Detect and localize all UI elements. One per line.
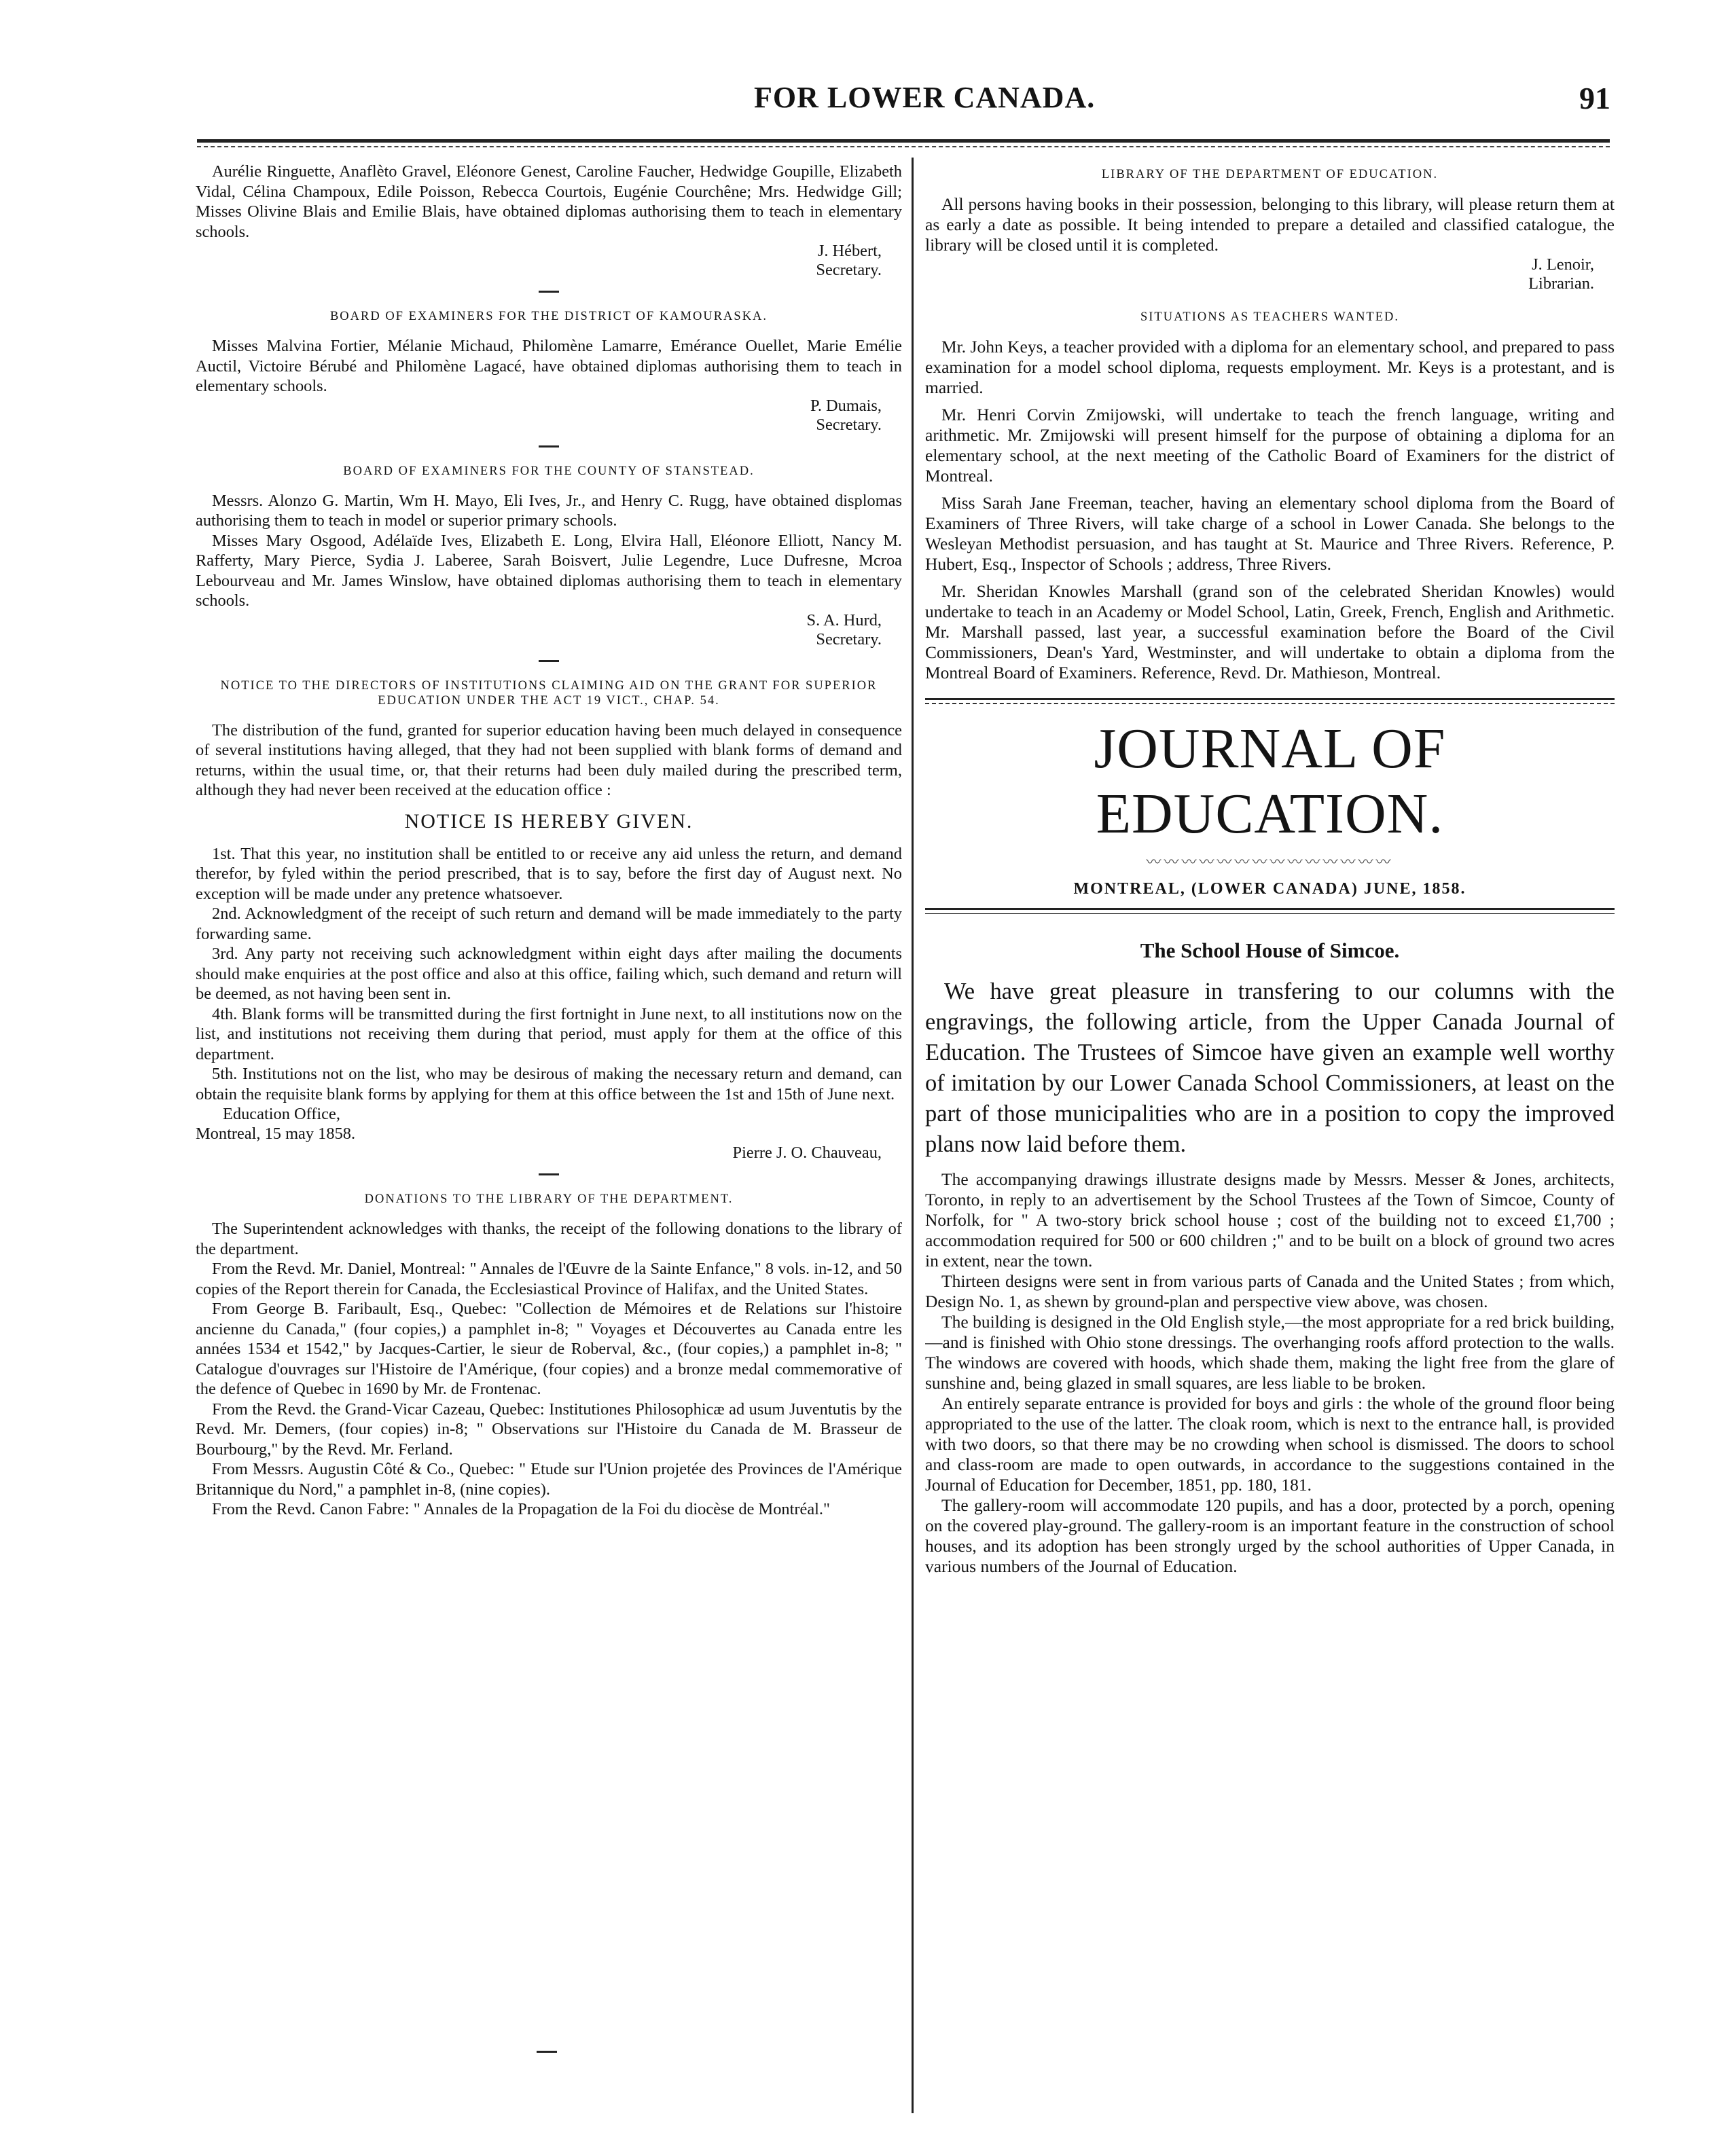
signature-name: P. Dumais, [810, 396, 882, 415]
paragraph: Misses Mary Osgood, Adélaïde Ives, Elizabeth E. Long, Elvira Hall, Eléonore Elliott, Nancy M. Rafferty, Mary Pierce, Sydia J. Laberee, Sarah Boisvert, Julie Legendre, Luce Dufresne, Mcroa Lebourveau and Mr. James Winslow, have obtained diplomas authorising them to teach in elementary schools. [196, 531, 902, 610]
right-column [925, 162, 1615, 2117]
situation-item: Mr. Sheridan Knowles Marshall (grand son of the celebrated Sheridan Knowles) would undertake to teach in an Academy or Model School, Latin, Greek, French, English and Arithmetic. Mr. Marshall passed, last year, a successful examination before the Board of the Civil Commissioners, Dean's Yard, Westminster, and will undertake to obtain a diploma from the Montreal Board of Examiners. Reference, Revd. Dr. Mathieson, Montreal. [925, 581, 1615, 682]
notice-item: 3rd. Any party not receiving such acknowledgment within eight days after mailing the documents should make enquiries at the post office and also at this office, failing which, such demand and return will be deemed, as not having been sent in. [196, 945, 902, 1003]
signature-block [196, 242, 902, 280]
section-heading-kamouraska: BOARD OF EXAMINERS FOR THE DISTRICT OF KAMOURASKA. [329, 310, 768, 323]
masthead-rule [925, 698, 1615, 700]
dateline [196, 1124, 902, 1144]
notice-item: 5th. Institutions not on the list, who may be desirous of making the necessary return and demand, can obtain the requisite blank forms by applying for them at this office between the 1st and 15th of June next. [196, 1065, 902, 1103]
signature-name: Pierre J. O. Chauveau, [732, 1144, 882, 1162]
journal-dateline: MONTREAL, (LOWER CANADA) JUNE, 1858. [1073, 880, 1466, 898]
signature-role: Secretary. [816, 261, 882, 279]
section-dash [539, 445, 559, 447]
paragraph: The Superintendent acknowledges with thanks, the receipt of the following donations to the library of the department. [196, 1220, 902, 1258]
section-heading-library: LIBRARY OF THE DEPARTMENT OF EDUCATION. [1101, 168, 1439, 181]
section-heading-stanstead: BOARD OF EXAMINERS FOR THE COUNTY OF STANSTEAD. [343, 464, 755, 478]
running-title: FOR LOWER CANADA. [754, 81, 1096, 114]
signature-name: S. A. Hurd, [806, 610, 882, 629]
donation-item: From George B. Faribault, Esq., Quebec: "Collection de Mémoires et de Relations sur l'histoire ancienne du Canada," (four copies,) a pamphlet in-8; " Voyages et Découvertes au Canada entre les années 1534 et 1542," by Jacques-Cartier, le sieur de Roberval, &c., (four copies,) a pamphlet in-8; " Catalogue d'ouvrages sur l'Histoire de l'Amérique, (four copies) and a bronze medal commemorative of the defence of Quebec in 1690 by Mr. de Frontenac. [196, 1300, 902, 1398]
paragraph: Misses Malvina Fortier, Mélanie Michaud, Philomène Lamarre, Emérance Ouellet, Marie Emélie Auctil, Victoire Bérubé and Philomène Lagacé, have obtained diplomas authorising them to teach in elementary schools. [196, 337, 902, 395]
donation-item: From the Revd. Canon Fabre: " Annales de la Propagation de la Foi du diocèse de Montréal." [212, 1500, 830, 1518]
article-paragraph: The gallery-room will accommodate 120 pupils, and has a door, protected by a porch, opening on the covered play-ground. The gallery-room is an important feature in the construction of school houses, and its adoption has been strongly urged by the school authorities of Upper Canada, in various numbers of the Journal of Education. [925, 1495, 1615, 1576]
situation-item: Mr. John Keys, a teacher provided with a diploma for an elementary school, and prepared to pass examination for a model school diploma, requests employment. Mr. Keys is a protestant, and is married. [925, 337, 1615, 397]
notice-item: 1st. That this year, no institution shall be entitled to or receive any aid unless the return, and demand therefor, by fyled within the period prescribed, that is to say, before the first day of August next. No exception will be made under any pretence whatsoever. [196, 844, 902, 903]
article-paragraph: The building is designed in the Old English style,—the most appropriate for a red brick building,—and is finished with Ohio stone dressings. The overhanging roofs afford protection to the walls. The windows are covered with hoods, which shade them, making the light free from the glare of sunshine and, being glazed in small squares, are less liable to be broken. [925, 1312, 1615, 1393]
signature-name: J. Lenoir, [1532, 255, 1594, 274]
donation-item: From the Revd. Mr. Daniel, Montreal: " Annales de l'Œuvre de la Sainte Enfance," 8 vols. in-12, and 50 copies of the Report therein for Canada, the Ecclesiastical Province of Halifax, and the United States. [196, 1260, 902, 1298]
paragraph: Messrs. Alonzo G. Martin, Wm H. Mayo, Eli Ives, Jr., and Henry C. Rugg, have obtained displomas authorising them to teach in model or superior primary schools. [196, 491, 902, 530]
article-paragraph: Thirteen designs were sent in from various parts of Canada and the United States ; from which, Design No. 1, as shewn by ground-plan and perspective view above, was chosen. [925, 1271, 1615, 1311]
notice-item: 2nd. Acknowledgment of the receipt of such return and demand will be made immediately to the party forwarding same. [196, 905, 902, 943]
paragraph: All persons having books in their possession, belonging to this library, will please return them at as early a date as possible. It being intended to prepare a detailed and classified catalogue, the library will be closed until it is completed. [925, 194, 1615, 255]
article-title: The School House of Simcoe. [1140, 938, 1400, 962]
header-rule-dashed [197, 146, 1610, 147]
donation-item: From the Revd. the Grand-Vicar Cazeau, Quebec: Institutiones Philosophicæ ad usum Juventutis by the Revd. Mr. Demers, (four copies) in-8; " Observations sur l'Histoire du Canada de M. Brasseur de Bourbourg," by the Revd. Mr. Ferland. [196, 1400, 902, 1459]
signature-name: J. Hébert, [817, 242, 882, 260]
section-heading-situations: SITUATIONS AS TEACHERS WANTED. [1140, 310, 1400, 324]
article-paragraph: An entirely separate entrance is provided for boys and girls : the whole of the ground floor being appropriated to the use of the latter. The cloak room, which is next to the entrance hall, is provided with two doors, so that there may be no crowding when school is dismissed. The doors to school and class-room are made to open outwards, in accordance to the suggestions contained in the Journal of Education for December, 1851, pp. 180, 181. [925, 1393, 1615, 1495]
masthead-rule-dashed [925, 703, 1615, 704]
section-dash [539, 291, 559, 293]
signature-block [196, 1144, 902, 1163]
article-paragraph: The accompanying drawings illustrate designs made by Messrs. Messer & Jones, architects, Toronto, in reply to an advertisement by the School Trustees af the Town of Simcoe, County of Norfolk, for " A two-story brick school house ; cost of the building not to exceed £1,700 ; accommodation required for 500 or 600 children ;" and to be built on a block of ground two acres in extent, near the town. [925, 1169, 1615, 1271]
office-date: Montreal, 15 may 1858. [196, 1125, 356, 1143]
notice-item: 4th. Blank forms will be transmitted during the first fortnight in June next, to all institutions now on the list, and institutions not receiving them during that period, must apply for them at the office of this department. [196, 1004, 902, 1063]
signature-block [196, 397, 902, 435]
signature-role: Secretary. [816, 415, 882, 434]
section-heading-donations: DONATIONS TO THE LIBRARY OF THE DEPARTMENT. [364, 1192, 734, 1206]
signature-role: Secretary. [816, 629, 882, 648]
notice-given-heading: NOTICE IS HEREBY GIVEN. [404, 809, 694, 833]
situation-item: Mr. Henri Corvin Zmijowski, will undertake to teach the french language, writing and arithmetic. Mr. Zmijowski will present himself for the purpose of obtaining a diploma for an elementary school, at the next meeting of the Catholic Board of Examiners for the district of Montreal. [925, 405, 1615, 486]
section-heading-notice: NOTICE TO THE DIRECTORS OF INSTITUTIONS CLAIMING AID ON THE GRANT FOR SUPERIOR EDUCATION UNDER THE ACT 19 VICT., CHAP. 54. [220, 678, 878, 708]
paragraph: Aurélie Ringuette, Anaflèto Gravel, Eléonore Genest, Caroline Faucher, Hedwidge Goupille, Elizabeth Vidal, Célina Champoux, Edile Poisson, Rebecca Courtois, Eugénie Courchêne; Mrs. Hedwidge Gill; Misses Olivine Blais and Emilie Blais, have obtained diplomas authorising them to teach in elementary schools. [196, 162, 902, 241]
ornament-rule: 〰〰〰〰〰〰〰〰〰〰〰〰〰〰 [1146, 854, 1394, 871]
signature-block [196, 611, 902, 649]
signature-role: Librarian. [1528, 274, 1594, 293]
header-rule [197, 139, 1610, 143]
signature-block [925, 255, 1615, 293]
office-line: Education Office, [223, 1105, 340, 1123]
column-divider [912, 158, 914, 2113]
donation-item: From Messrs. Augustin Côté & Co., Quebec: " Etude sur l'Union projetée des Provinces de l'Amérique Britannique du Nord," a pamphlet in-8, (nine copies). [196, 1460, 902, 1499]
left-column [196, 162, 902, 1981]
section-dash [539, 1173, 559, 1175]
journal-masthead: JOURNAL OF EDUCATION. [1094, 717, 1446, 845]
situation-item: Miss Sarah Jane Freeman, teacher, having an elementary school diploma from the Board of Examiners of Three Rivers, will take charge of a school in Lower Canada. She belongs to the Wesleyan Methodist persuasion, and has taught at St. Maurice and Three Rivers. Reference, P. Hubert, Esq., Inspector of Schools ; address, Three Rivers. [925, 493, 1615, 574]
section-dash [537, 2051, 557, 2053]
double-rule [925, 908, 1615, 914]
section-dash [539, 660, 559, 662]
article-lead: We have great pleasure in transfering to our columns with the engravings, the following article, from the Upper Canada Journal of Education. The Trustees of Simcoe have given an example well worthy of imitation by our Lower Canada School Commissioners, at least on the part of those municipalities who are in a position to copy the improved plans now laid before them. [925, 979, 1615, 1157]
page-number: 91 [1579, 81, 1610, 115]
paragraph: The distribution of the fund, granted for superior education having been much delayed in consequence of several institutions having alleged, that they had not been supplied with blank forms of demand and returns, within the usual time, or, that their returns had been duly mailed during the prescribed term, although they had never been received at the education office : [196, 720, 902, 799]
running-head [0, 80, 1711, 121]
